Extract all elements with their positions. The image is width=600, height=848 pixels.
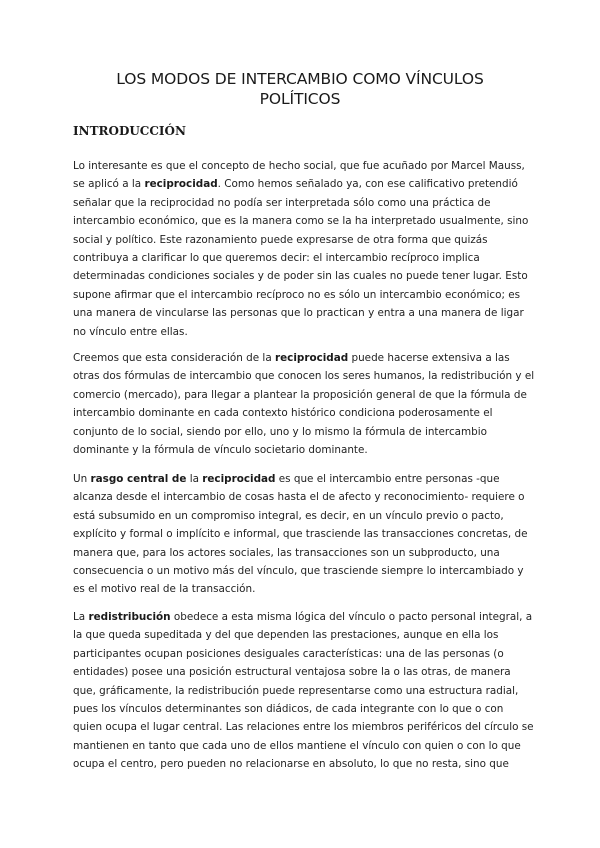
p2-text-1: Creemos que esta consideración de la [73,352,275,364]
p1-text-1: Lo interesante es que el concepto de hecho social, que fue acuñado por Marcel Mauss, se aplicó a la [73,160,525,191]
paragraph-3 [73,470,535,599]
p2-bold-1: reciprocidad [274,352,349,364]
p3-text-3: es que el intercambio entre personas -que alcanza desde el intercambio de cosas hasta el de afecto y reconocimiento- requiere o está subsumido en un compromiso integral, es decir, en un vínculo previo o pacto, explícito y formal o implícito e informal, que trasciende las transacciones concretas, de manera que, para los actores sociales, las transacciones son un subproducto, una consecuencia o un motivo más del vínculo, que trasciende siempre lo intercambiado y es el motivo real de la transacción. [73,473,528,596]
p1-text-2: . Como hemos señalado ya, con ese calificativo pretendió señalar que la reciprocidad no podía ser interpretada sólo como una práctica de intercambio económico, que es la manera como se la ha interpretado usualmente, sino social y político. Este razonamiento puede expresarse de otra forma que quizás contribuya a clarificar lo que queremos decir: el intercambio recíproco implica determinadas condiciones sociales y de poder sin las cuales no puede tener lugar. Esto supone afirmar que el intercambio recíproco no es sólo un intercambio económico; es una manera de vincularse las personas que lo practican y entra a una manera de ligar no vínculo entre ellas. [73,178,529,338]
paragraph-1 [73,157,535,341]
title-line-2: POLÍTICOS [259,90,341,108]
p3-text-1: Un [73,473,91,485]
p2-text-2: puede hacerse extensiva a las otras dos fórmulas de intercambio que conocen los seres humanos, la redistribución y el comercio (mercado), para llegar a plantear la proposición general de que la fórmula de intercambio dominante en cada contexto histórico condiciona poderosamente el conjunto de lo social, siendo por ello, uno y lo mismo la fórmula de intercambio dominante y la fórmula de vínculo societario dominante. [73,352,535,457]
paragraph-4 [73,608,535,774]
p4-text-2: obedece a esta misma lógica del vínculo o pacto personal integral, a la que queda supeditada y del que dependen las prestaciones, aunque en ella los participantes ocupan posiciones desiguales características: una de las personas (o entidades) posee una posición estructural ventajosa sobre la o las otras, de manera que, gráficamente, la redistribución puede representarse como una estructura radial, pues los vínculos determinantes son diádicos, de cada integrante con lo que o con quien ocupa el lugar central. Las relaciones entre los miembros periféricos del círculo se mantienen en tanto que cada uno de ellos mantiene el vínculo con quien o con lo que ocupa el centro, pero pueden no relacionarse en absoluto, lo que no resta, sino que [73,611,534,771]
p3-bold-2: reciprocidad [202,473,276,485]
paragraph-2 [73,349,535,459]
title-line-1: LOS MODOS DE INTERCAMBIO COMO VÍNCULOS [116,70,484,88]
p4-bold-1: redistribución [88,611,171,623]
document-title [60,69,540,109]
p3-text-2: la [186,473,203,485]
p1-bold-1: reciprocidad [144,178,218,191]
p3-bold-1: rasgo central de [90,473,187,485]
p4-text-1: La [73,611,89,623]
section-heading: INTRODUCCIÓN [73,124,186,138]
